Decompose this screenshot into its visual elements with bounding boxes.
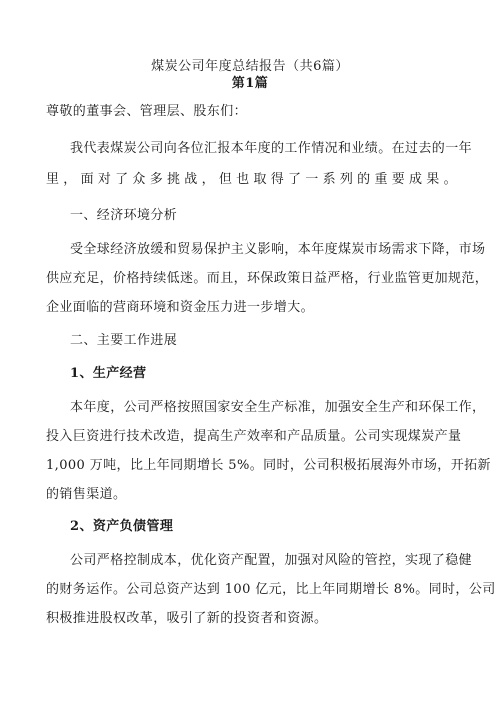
- subsection-1-line-1: 本年度，公司严格按照国家安全生产标准，加强安全生产和环保工作，: [70, 400, 486, 415]
- subsection-2-line-3: 积极推进股权改革，吸引了新的投资者和资源。: [46, 611, 328, 626]
- subsection-2-heading: 2、资产负债管理: [70, 519, 174, 534]
- section-1-line-3: 企业面临的营商环境和资金压力进一步增大。: [46, 300, 315, 315]
- subsection-1-heading: 1、生产经营: [70, 366, 147, 381]
- salutation: 尊敬的董事会、管理层、股东们：: [46, 104, 248, 119]
- intro-line-1: 我代表煤炭公司向各位汇报本年度的工作情况和业绩。在过去的一年: [70, 141, 473, 156]
- subsection-2-line-1: 公司严格控制成本，优化资产配置，加强对风险的管控，实现了稳健: [70, 553, 473, 568]
- document-title: 煤炭公司年度总结报告（共6篇）: [151, 59, 349, 74]
- subsection-1-line-3: 1,000 万吨，比上年同期增长 5%。同时，公司积极拓展海外市场，开拓新: [46, 458, 491, 473]
- section-1-line-1: 受全球经济放缓和贸易保护主义影响，本年度煤炭市场需求下降，市场: [70, 242, 486, 257]
- subsection-1-line-4: 的销售渠道。: [46, 487, 127, 502]
- intro-line-2: 里，面对了众多挑战，但也取得了一系列的重要成果。: [46, 172, 457, 187]
- section-2-heading: 二、主要工作进展: [70, 333, 178, 348]
- section-1-heading: 一、经济环境分析: [70, 208, 178, 223]
- document-subtitle: 第1篇: [231, 76, 269, 91]
- subsection-1-line-2: 投入巨资进行技术改造，提高生产效率和产品质量。公司实现煤炭产量: [46, 429, 462, 444]
- section-1-line-2: 供应充足，价格持续低迷。而且，环保政策日益严格，行业监管更加规范，: [46, 271, 489, 286]
- subsection-2-line-2: 的财务运作。公司总资产达到 100 亿元，比上年同期增长 8%。同时，公司: [46, 582, 496, 597]
